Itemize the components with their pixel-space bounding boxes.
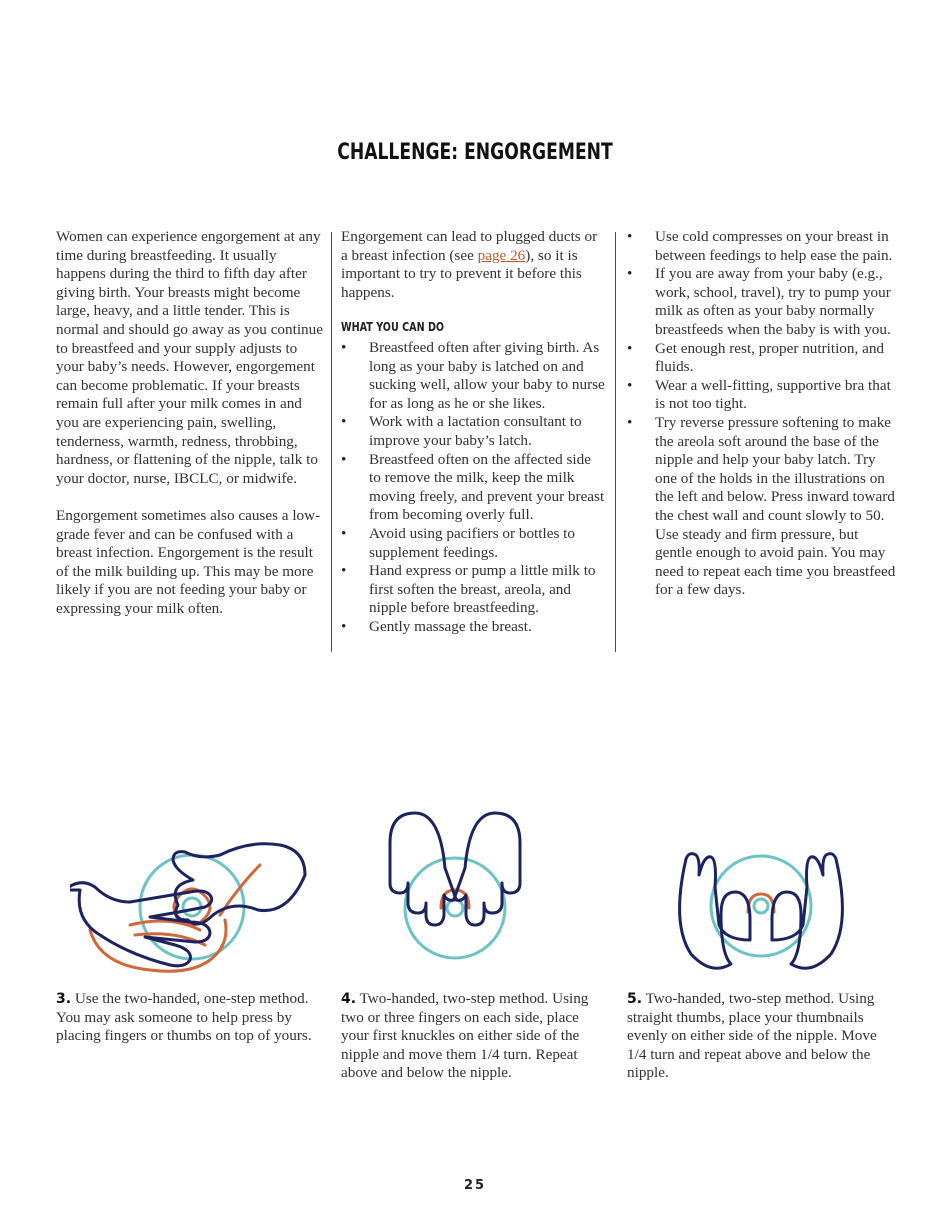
caption-5 [627, 990, 899, 1083]
section-heading: WHAT YOU CAN DO [341, 320, 445, 335]
list-item: • Breastfeed often on the affected side to remove the milk, keep the milk moving freely, and prevent your breast from becoming overly full. [341, 451, 606, 525]
column-1 [56, 228, 326, 618]
caption-4 [341, 990, 603, 1083]
column-3 [627, 228, 897, 600]
thumb-method-hands-illustration [675, 852, 850, 977]
list-item: • Gently massage the breast. [341, 618, 606, 637]
column-divider [615, 232, 616, 652]
page-title: CHALLENGE: ENGORGEMENT [337, 140, 613, 165]
page-number: 25 [463, 1178, 487, 1193]
list-item: • Hand express or pump a little milk to first soften the breast, areola, and nipple before breastfeeding. [341, 562, 606, 618]
list-item: • Try reverse pressure softening to make the areola soft around the base of the nipple and help your baby latch. Try one of the holds in the illustrations on the left and below. Press inward toward the chest wall and count slowly to 50. Use steady and firm pressure, but gentle enough to avoid pain. You may need to repeat each time you breastfeed for a few days. [627, 414, 897, 600]
nipple-outline [754, 899, 768, 913]
list-item: • Work with a lactation consultant to improve your baby’s latch. [341, 413, 606, 450]
caption-number: 3. [56, 991, 72, 1007]
caption-3 [56, 990, 326, 1046]
caption-text: Use the two-handed, one-step method. You may ask someone to help press by placing fingers or thumbs on top of yours. [56, 990, 312, 1045]
list-item: • Avoid using pacifiers or bottles to supplement feedings. [341, 525, 606, 562]
finger-method-hands-illustration [385, 808, 525, 963]
breast-outline [405, 858, 505, 958]
list-item: • Breastfeed often after giving birth. As long as your baby is latched on and sucking well, allow your baby to nurse for as long as he or she likes. [341, 339, 606, 413]
column-divider [331, 232, 332, 652]
tips-list-continued [627, 228, 897, 600]
caption-text: Two-handed, two-step method. Using straight thumbs, place your thumbnails evenly on either side of the nipple. Move 1/4 turn and repeat above and below the nipple. [627, 990, 877, 1082]
page-26-link[interactable]: page 26 [477, 246, 526, 264]
caption-number: 4. [341, 991, 357, 1007]
breast-outline [711, 856, 811, 956]
paragraph-intro: Women can experience engorgement at any time during breastfeeding. It usually happens during the third to fifth day after giving birth. Your breasts might become large, heavy, and a little tender. This is normal and should go away as you continue to breastfeed and your supply adjusts to your baby’s needs. However, engorgement can become problematic. If your breasts remain full after your milk comes in and you are experiencing pain, swelling, tenderness, warmth, redness, throbbing, hardness, or flattening of the nipple, talk to your doctor, nurse, IBCLC, or midwife. [56, 228, 323, 487]
list-item: • Wear a well-fitting, supportive bra that is not too tight. [627, 377, 897, 414]
paragraph-fever: Engorgement sometimes also causes a low-grade fever and can be confused with a breast infection. Engorgement is the result of the milk building up. This may be more likely if you are not feeding your baby or expressing your milk often. [56, 506, 321, 617]
caption-text: Two-handed, two-step method. Using two or three fingers on each side, place your first knuckles on either side of the nipple and move them 1/4 turn. Repeat above and below the nipple. [341, 990, 589, 1082]
list-item: • Use cold compresses on your breast in between feedings to help ease the pain. [627, 228, 897, 265]
column-2 [341, 228, 606, 636]
list-item: • If you are away from your baby (e.g., work, school, travel), try to pump your milk as often as your baby normally breastfeeds when the baby is with you. [627, 265, 897, 339]
caption-number: 5. [627, 991, 643, 1007]
list-item: • Get enough rest, proper nutrition, and fluids. [627, 340, 897, 377]
one-step-hands-illustration [70, 835, 320, 985]
nipple-outline [447, 900, 463, 916]
tips-list [341, 339, 606, 637]
paragraph-plugged-ducts: Engorgement can lead to plugged ducts or a breast infection (see page 26), so it is important to try to prevent it before this happens. [341, 228, 598, 301]
